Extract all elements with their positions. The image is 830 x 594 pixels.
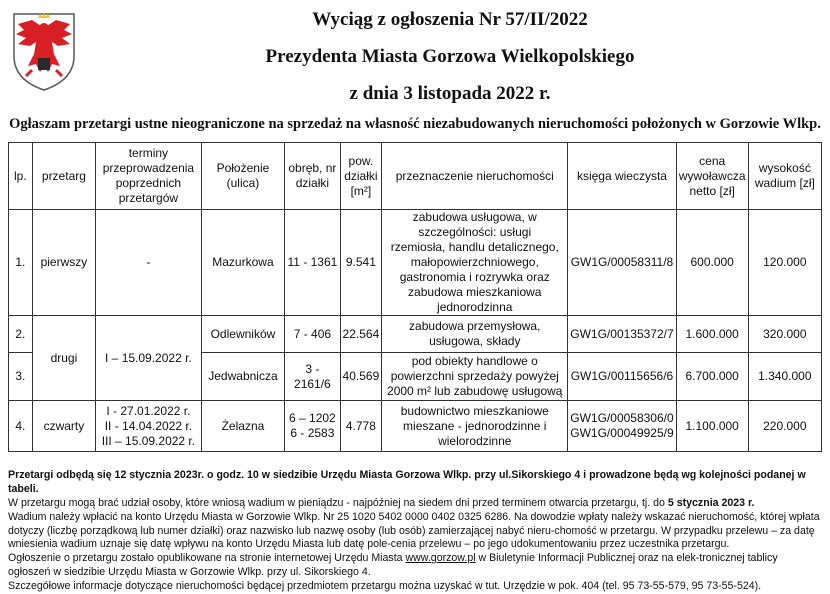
cell-przetarg: pierwszy <box>32 210 95 316</box>
city-coat-of-arms-icon <box>8 6 80 92</box>
obreb-line: 6 – 1202 <box>289 411 336 425</box>
cell-ksiega: GW1G/00058311/8 <box>568 210 676 316</box>
cell-obreb <box>285 401 340 452</box>
cell-ksiega <box>568 401 676 452</box>
table-header-row <box>9 143 822 210</box>
footer-deposit-deadline <box>8 497 822 511</box>
cell-terminy: I – 15.09.2022 r. <box>96 316 202 401</box>
col-header-przeznaczenie: przeznaczenie nieruchomości <box>382 143 568 210</box>
col-header-lp: lp. <box>9 143 33 210</box>
footer-deposit-date: 5 stycznia 2023 r. <box>667 496 755 509</box>
cell-lp: 2. <box>9 316 33 353</box>
cell-ksiega: GW1G/00135372/7 <box>568 316 676 353</box>
table-row <box>9 210 822 316</box>
cell-terminy: - <box>96 210 202 316</box>
cell-wadium: 320.000 <box>748 316 821 353</box>
cell-przeznaczenie: zabudowa przemysłowa, usługowa, składy <box>382 316 568 353</box>
footer-deposit-text: W przetargu mogą brać udział osoby, które wniosą wadium w pieniądzu - najpóźniej na siedem dni przed terminem otwarcia przetargu, tj. do <box>8 496 668 509</box>
cell-cena: 1.100.000 <box>676 401 748 452</box>
cell-wadium: 1.340.000 <box>748 353 821 401</box>
footer-publication <box>8 552 822 580</box>
cell-polozenie: Odlewników <box>201 316 285 353</box>
cell-przetarg: drugi <box>32 316 95 401</box>
header-title-line2: Prezydenta Miasta Gorzowa Wielkopolskiego <box>265 46 635 67</box>
header-title-line1: Wyciąg z ogłoszenia Nr 57/II/2022 <box>312 9 588 30</box>
cell-pow: 9.541 <box>340 210 382 316</box>
cell-polozenie: Żelazna <box>201 401 285 452</box>
cell-lp: 3. <box>9 353 33 401</box>
cell-pow: 22.564 <box>340 316 382 353</box>
cell-polozenie: Mazurkowa <box>201 210 285 316</box>
cell-cena: 1.600.000 <box>676 316 748 353</box>
cell-polozenie: Jedwabnicza <box>201 353 285 401</box>
terminy-line: II - 14.04.2022 r. <box>104 418 193 433</box>
table-row <box>9 316 822 353</box>
col-header-przetarg: przetarg <box>32 143 95 210</box>
cell-obreb: 11 - 1361 <box>285 210 340 316</box>
col-header-wadium: wysokość wadium [zł] <box>748 143 821 210</box>
terminy-line: I - 27.01.2022 r. <box>106 403 191 418</box>
col-header-polozenie: Położenie (ulica) <box>201 143 285 210</box>
footer-publication-text: Ogłoszenie o przetargu zostało opublikowane na stronie internetowej Urzędu Miasta <box>8 552 406 565</box>
cell-cena: 6.700.000 <box>676 353 748 401</box>
cell-pow: 40.569 <box>340 353 382 401</box>
col-header-obreb: obręb, nr działki <box>285 143 340 210</box>
cell-przetarg: czwarty <box>32 401 95 452</box>
cell-cena: 600.000 <box>676 210 748 316</box>
obreb-line: 6 - 2583 <box>290 426 335 440</box>
cell-ksiega: GW1G/00115656/6 <box>568 353 676 401</box>
cell-przeznaczenie: budownictwo mieszkaniowe mieszane - jednorodzinne i wielorodzinne <box>382 401 568 452</box>
col-header-ksiega: księga wieczysta <box>568 143 676 210</box>
terminy-line: III – 15.09.2022 r. <box>101 433 196 448</box>
footer-publication-text-2: w Biuletynie Informacji Publicznej oraz na elek-tronicznej tablicy ogłoszeń w siedzibie Urzędu Miasta w Gorzowie Wlkp. przy ul. Sikorskiego 4. <box>8 552 778 579</box>
col-header-cena: cena wywoławcza netto [zł] <box>676 143 748 210</box>
col-header-terminy: terminy przeprowadzenia poprzednich przetargów <box>96 143 202 210</box>
announcement-intro: Ogłaszam przetargi ustne nieograniczone na sprzedaż na własność niezabudowanych nieruchomości położonych w Gorzowie Wlkp. <box>9 116 821 132</box>
header-title-line3: z dnia 3 listopada 2022 r. <box>349 83 551 104</box>
footer-notes <box>8 469 822 594</box>
footer-auction-date: Przetargi odbędą się 12 stycznia 2023r. o godz. 10 w siedzibie Urzędu Miasta Gorzowa Wlkp. przy ul.Sikorskiego 4 i prowadzone będą wg kolejności podanej w tabeli. <box>8 469 806 495</box>
cell-terminy <box>96 401 202 452</box>
cell-przeznaczenie: zabudowa usługowa, w szczególności: usługi rzemiosła, handlu detalicznego, małopowierzchniowego, gastronomia i rozrywka oraz zabudowa mieszkaniowa jednorodzinna <box>382 210 568 316</box>
ksiega-line: GW1G/00058306/0 <box>570 411 674 425</box>
table-row <box>9 401 822 452</box>
cell-obreb: 3 - 2161/6 <box>285 353 340 401</box>
cell-pow: 4.778 <box>340 401 382 452</box>
col-header-pow: pow. działki [m²] <box>340 143 382 210</box>
cell-wadium: 220.000 <box>748 401 821 452</box>
footer-deposit-account: Wadium należy wpłacić na konto Urzędu Miasta w Gorzowie Wlkp. Nr 25 1020 5402 0000 0402 0325 6286. Na dowodzie wpłaty należy wskazać nieruchomość, której wpłata dotyczy (liczbę porządkową lub numer działki) oraz nazwisko lub nazwę osoby (lub osób) zamierzającej nabyć nieru-chomość w przetargu. W przypadku przelewu – za datę wniesienia wadium uznaje się datę wpływu na konto Urzędu Miasta lub datę pole-cenia przelewu – po jego udokumentowaniu przez uczestnika przetargu. <box>8 510 820 551</box>
ksiega-line: GW1G/00049925/9 <box>570 426 674 440</box>
cell-lp: 4. <box>9 401 33 452</box>
cell-wadium: 120.000 <box>748 210 821 316</box>
city-website-link[interactable]: www.gorzow.pl <box>405 552 476 565</box>
cell-przeznaczenie: pod obiekty handlowe o powierzchni sprzedaży powyżej 2000 m² lub zabudowę usługową <box>382 353 568 401</box>
cell-lp: 1. <box>9 210 33 316</box>
cell-obreb: 7 - 406 <box>285 316 340 353</box>
footer-contact: Szczegółowe informacje dotyczące nieruchomości będącej przedmiotem przetargu można uzyskać w tut. Urzędzie w pok. 404 (tel. 95 73-55-579, 95 73-55-524). <box>8 580 762 592</box>
property-table <box>8 142 822 452</box>
